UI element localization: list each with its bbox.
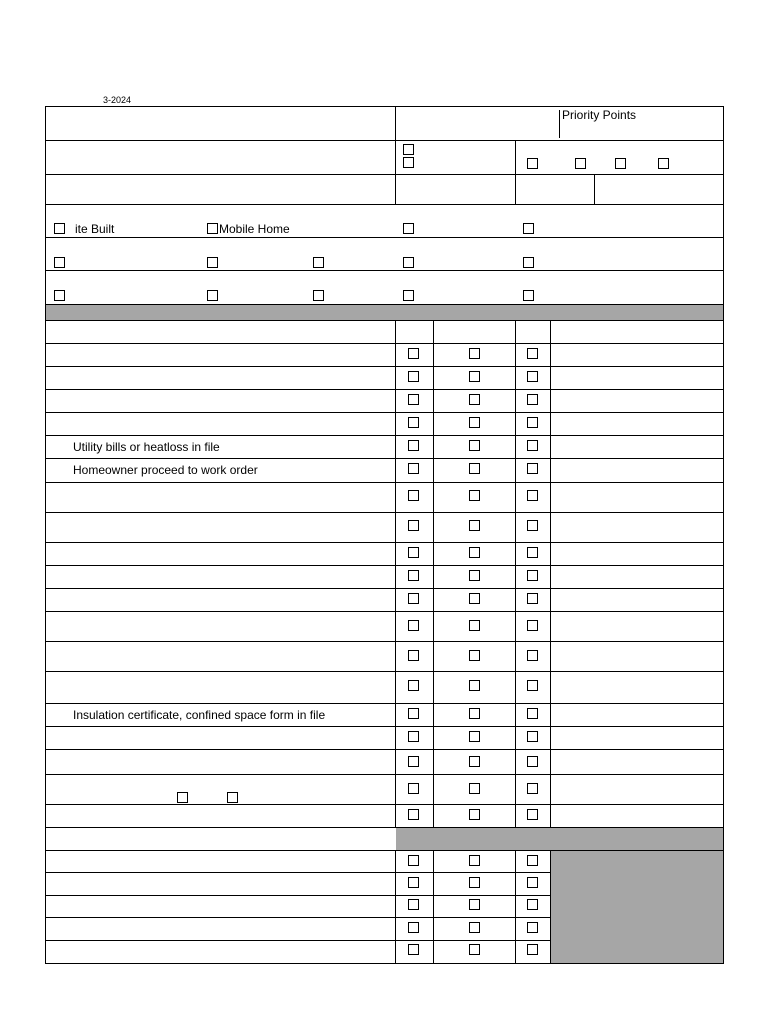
- checkbox[interactable]: [527, 463, 538, 474]
- row-rule: [46, 140, 723, 141]
- row-rule: [46, 320, 723, 321]
- checkbox[interactable]: [527, 620, 538, 631]
- checkbox[interactable]: [408, 570, 419, 581]
- checkbox[interactable]: [469, 877, 480, 888]
- row-rule: [46, 671, 723, 672]
- column-rule: [550, 320, 551, 828]
- checkbox[interactable]: [408, 756, 419, 767]
- checkbox[interactable]: [408, 809, 419, 820]
- checkbox[interactable]: [408, 944, 419, 955]
- checkbox[interactable]: [527, 944, 538, 955]
- row-rule: [46, 850, 723, 851]
- column-rule: [515, 850, 516, 963]
- checkbox[interactable]: [527, 708, 538, 719]
- checkbox[interactable]: [469, 394, 480, 405]
- checkbox[interactable]: [469, 570, 480, 581]
- checkbox[interactable]: [469, 650, 480, 661]
- checkbox[interactable]: [527, 783, 538, 794]
- column-rule: [515, 140, 516, 204]
- checkbox[interactable]: [469, 348, 480, 359]
- checkbox[interactable]: [408, 922, 419, 933]
- row-rule: [46, 641, 723, 642]
- checkbox[interactable]: [469, 855, 480, 866]
- checkbox[interactable]: [177, 792, 188, 803]
- column-rule: [550, 850, 551, 963]
- checkbox[interactable]: [469, 520, 480, 531]
- checkbox[interactable]: [408, 899, 419, 910]
- checkbox[interactable]: [403, 257, 414, 268]
- checkbox[interactable]: [527, 877, 538, 888]
- checkbox[interactable]: [207, 290, 218, 301]
- checkbox[interactable]: [527, 809, 538, 820]
- row-rule: [46, 389, 723, 390]
- column-rule: [395, 320, 396, 828]
- checkbox[interactable]: [408, 371, 419, 382]
- row-rule: [46, 482, 723, 483]
- checkbox[interactable]: [408, 490, 419, 501]
- column-rule: [433, 850, 434, 963]
- checkbox[interactable]: [408, 783, 419, 794]
- mobile-home-checkbox[interactable]: [207, 223, 218, 234]
- checkbox[interactable]: [408, 708, 419, 719]
- checkbox[interactable]: [408, 417, 419, 428]
- checkbox[interactable]: [469, 922, 480, 933]
- checkbox[interactable]: [408, 650, 419, 661]
- row-rule: [46, 435, 723, 436]
- checkbox[interactable]: [403, 290, 414, 301]
- checkbox[interactable]: [408, 680, 419, 691]
- checkbox[interactable]: [527, 922, 538, 933]
- checkbox[interactable]: [469, 731, 480, 742]
- checkbox[interactable]: [469, 547, 480, 558]
- checkbox[interactable]: [469, 708, 480, 719]
- checkbox[interactable]: [469, 809, 480, 820]
- row-rule: [46, 270, 723, 271]
- insulation-certificate-label: Insulation certificate, confined space form in file: [73, 708, 326, 722]
- checkbox[interactable]: [527, 440, 538, 451]
- checkbox[interactable]: [469, 756, 480, 767]
- checkbox[interactable]: [527, 570, 538, 581]
- form-border: [45, 106, 724, 964]
- checkbox[interactable]: [527, 158, 538, 169]
- row-rule: [46, 703, 723, 704]
- row-rule: [46, 917, 551, 918]
- checkbox[interactable]: [408, 440, 419, 451]
- checkbox[interactable]: [469, 593, 480, 604]
- checkbox[interactable]: [527, 731, 538, 742]
- checkbox[interactable]: [313, 257, 324, 268]
- site-built-label: ite Built: [75, 222, 115, 236]
- checkbox[interactable]: [408, 463, 419, 474]
- checkbox[interactable]: [527, 490, 538, 501]
- proceed-work-order-label: Homeowner proceed to work order: [73, 463, 258, 477]
- row-rule: [46, 237, 723, 238]
- row-rule: [46, 940, 551, 941]
- checkbox[interactable]: [408, 593, 419, 604]
- checkbox[interactable]: [403, 157, 414, 168]
- checkbox[interactable]: [408, 394, 419, 405]
- row-rule: [46, 804, 723, 805]
- checkbox[interactable]: [408, 348, 419, 359]
- checkbox[interactable]: [527, 855, 538, 866]
- checkbox[interactable]: [527, 899, 538, 910]
- column-rule: [515, 320, 516, 828]
- row-rule: [46, 611, 723, 612]
- column-rule: [395, 106, 396, 205]
- mobile-home-label: Mobile Home: [219, 222, 290, 236]
- checkbox[interactable]: [408, 877, 419, 888]
- checkbox[interactable]: [523, 257, 534, 268]
- checkbox[interactable]: [527, 547, 538, 558]
- checkbox[interactable]: [527, 348, 538, 359]
- row-rule: [46, 343, 723, 344]
- checkbox[interactable]: [527, 650, 538, 661]
- checkbox[interactable]: [469, 899, 480, 910]
- checkbox[interactable]: [54, 290, 65, 301]
- checkbox[interactable]: [527, 680, 538, 691]
- checkbox[interactable]: [469, 783, 480, 794]
- row-rule: [46, 512, 723, 513]
- checkbox[interactable]: [207, 257, 218, 268]
- checkbox[interactable]: [313, 290, 324, 301]
- row-rule: [46, 565, 723, 566]
- checkbox[interactable]: [469, 417, 480, 428]
- site-built-checkbox[interactable]: [54, 223, 65, 234]
- checkbox[interactable]: [469, 371, 480, 382]
- row-rule: [46, 774, 723, 775]
- row-rule: [46, 895, 551, 896]
- column-rule: [559, 110, 560, 138]
- column-rule: [433, 320, 434, 828]
- checkbox[interactable]: [469, 440, 480, 451]
- checkbox[interactable]: [403, 223, 414, 234]
- checkbox[interactable]: [469, 620, 480, 631]
- checkbox[interactable]: [527, 756, 538, 767]
- checkbox[interactable]: [408, 731, 419, 742]
- checkbox[interactable]: [575, 158, 586, 169]
- row-rule: [46, 542, 723, 543]
- checkbox[interactable]: [527, 520, 538, 531]
- column-rule: [594, 174, 595, 204]
- checkbox[interactable]: [408, 620, 419, 631]
- row-rule: [46, 204, 723, 205]
- checkbox[interactable]: [527, 371, 538, 382]
- row-rule: [46, 304, 723, 305]
- row-rule: [46, 174, 723, 175]
- checkbox[interactable]: [227, 792, 238, 803]
- checkbox[interactable]: [408, 855, 419, 866]
- row-rule: [46, 827, 723, 828]
- utility-bills-label: Utility bills or heatloss in file: [73, 440, 220, 454]
- checkbox[interactable]: [469, 680, 480, 691]
- row-rule: [46, 366, 723, 367]
- row-rule: [46, 588, 723, 589]
- checkbox[interactable]: [527, 394, 538, 405]
- checkbox[interactable]: [469, 944, 480, 955]
- priority-points-label: Priority Points: [562, 108, 637, 122]
- checkbox[interactable]: [527, 417, 538, 428]
- row-rule: [46, 749, 723, 750]
- row-rule: [46, 458, 723, 459]
- checkbox[interactable]: [527, 593, 538, 604]
- checkbox[interactable]: [408, 547, 419, 558]
- checkbox[interactable]: [469, 490, 480, 501]
- checkbox[interactable]: [403, 144, 414, 155]
- form-version: 3-2024: [103, 95, 132, 105]
- checkbox[interactable]: [615, 158, 626, 169]
- checkbox[interactable]: [54, 257, 65, 268]
- checkbox[interactable]: [523, 223, 534, 234]
- checkbox[interactable]: [658, 158, 669, 169]
- column-rule: [395, 850, 396, 963]
- row-rule: [46, 412, 723, 413]
- checkbox[interactable]: [469, 463, 480, 474]
- checkbox[interactable]: [408, 520, 419, 531]
- row-rule: [46, 726, 723, 727]
- row-rule: [46, 872, 551, 873]
- checkbox[interactable]: [523, 290, 534, 301]
